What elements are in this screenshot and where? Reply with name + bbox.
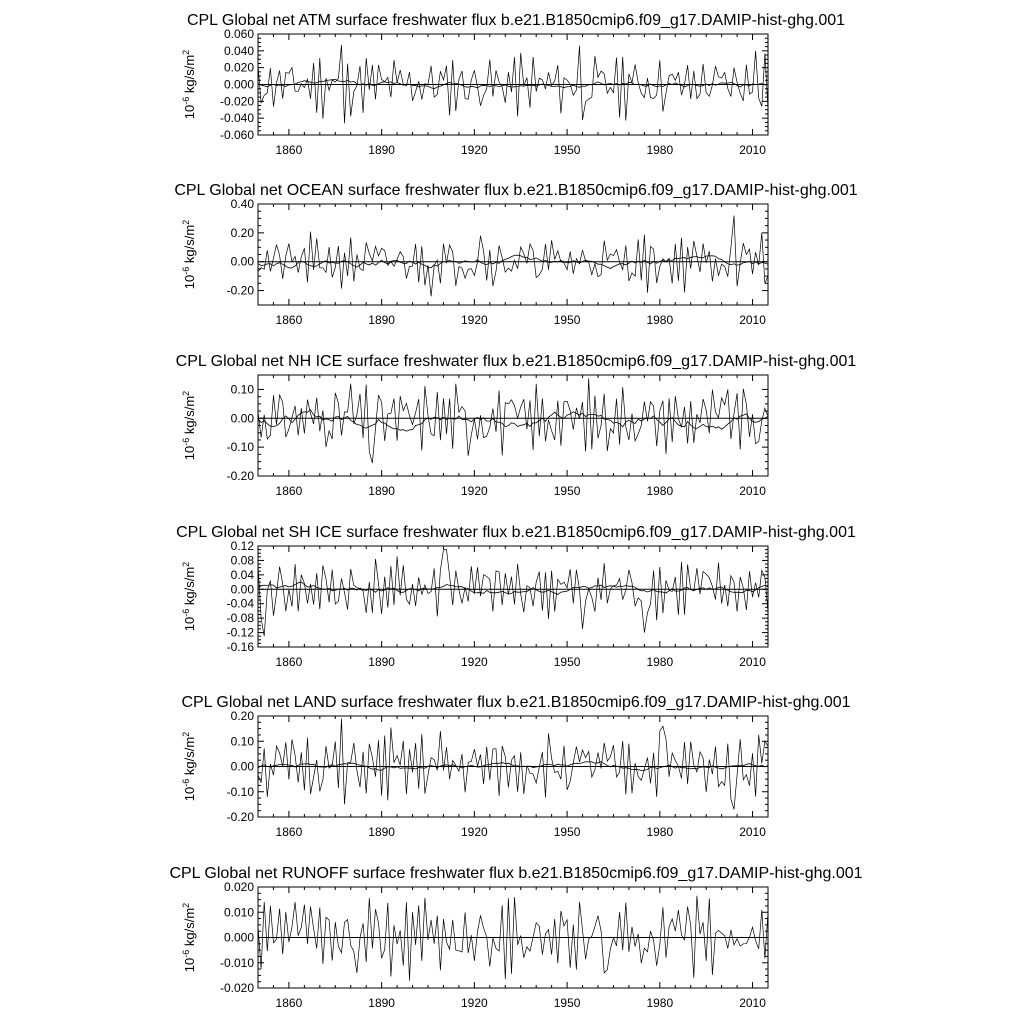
y-axis-label-base: 10	[182, 445, 197, 461]
y-tick-label: 0.010	[223, 905, 254, 920]
x-tick-label: 2010	[739, 825, 766, 839]
y-tick-label: 0.10	[230, 382, 254, 397]
y-tick-label: 0.10	[230, 734, 254, 749]
y-tick-label: 0.020	[223, 60, 254, 75]
y-tick-label: -0.20	[226, 469, 254, 483]
y-axis-label-unit-exponent: 2	[181, 49, 191, 55]
y-tick-label: -0.20	[226, 283, 254, 298]
y-tick-label: -0.040	[219, 111, 254, 126]
x-tick-label: 1890	[368, 143, 395, 157]
chart-panel	[174, 182, 857, 327]
series-annual-line	[258, 378, 768, 463]
y-axis-label-base: 10	[182, 104, 197, 120]
x-tick-label: 1980	[646, 143, 674, 157]
y-tick-label: 0.08	[230, 553, 254, 568]
y-tick-label: 0.000	[223, 77, 254, 92]
y-tick-label: 0.00	[230, 759, 254, 774]
x-tick-label: 1920	[461, 655, 488, 669]
y-axis-label-unit: kg/s/m	[182, 395, 197, 438]
x-tick-label: 1950	[553, 143, 581, 157]
x-tick-label: 1950	[553, 996, 581, 1010]
x-tick-label: 1980	[646, 655, 674, 669]
chart-panel	[181, 12, 845, 157]
plot-frame	[258, 204, 768, 305]
series-annual-line	[258, 719, 768, 810]
x-tick-label: 1920	[461, 484, 488, 498]
y-axis-label-unit-exponent: 2	[181, 902, 191, 908]
y-tick-label: -0.16	[226, 640, 254, 654]
y-tick-label: -0.10	[226, 784, 254, 799]
y-axis-label-base: 10	[182, 616, 197, 632]
y-axis-label-unit-exponent: 2	[181, 390, 191, 396]
chart-title: CPL Global net NH ICE surface freshwater flux b.e21.B1850cmip6.f09_g17.DAMIP-hist-ghg.001	[175, 353, 857, 370]
y-axis-label-unit: kg/s/m	[182, 736, 197, 779]
y-axis-label-base: 10	[182, 274, 197, 290]
x-tick-label: 2010	[739, 143, 766, 157]
x-tick-label: 1890	[368, 655, 395, 669]
x-tick-label: 1950	[553, 484, 581, 498]
y-tick-label: 0.000	[223, 930, 254, 945]
chart-title: CPL Global net ATM surface freshwater flux b.e21.B1850cmip6.f09_g17.DAMIP-hist-ghg.001	[186, 12, 846, 29]
y-axis-label-unit: kg/s/m	[182, 566, 197, 609]
y-axis-label-base: 10	[182, 786, 197, 802]
y-tick-label: -0.020	[219, 94, 254, 109]
x-tick-label: 1920	[461, 996, 488, 1010]
chart-panel	[176, 524, 856, 669]
y-tick-label: 0.40	[230, 197, 254, 211]
y-tick-label: -0.010	[219, 955, 254, 970]
y-axis-label-base: 10	[182, 957, 197, 973]
y-tick-label: 0.020	[223, 880, 254, 894]
x-tick-label: 2010	[739, 313, 766, 327]
x-tick-label: 1860	[275, 313, 303, 327]
x-tick-label: 1920	[461, 143, 488, 157]
y-axis-label-exponent: -6	[181, 437, 191, 446]
y-axis-label-unit-exponent: 2	[181, 731, 191, 737]
y-axis-label	[181, 391, 197, 460]
y-axis-label-unit: kg/s/m	[182, 224, 197, 267]
y-axis-label-exponent: -6	[181, 96, 191, 105]
y-axis-label-unit-exponent: 2	[181, 561, 191, 567]
y-axis-label-exponent: -6	[181, 949, 191, 958]
y-tick-label: -0.20	[226, 810, 254, 824]
y-axis-label	[181, 220, 197, 289]
y-axis-label-unit-exponent: 2	[181, 219, 191, 225]
y-axis-label-unit: kg/s/m	[182, 907, 197, 950]
x-tick-label: 1950	[553, 825, 581, 839]
chart-title: CPL Global net LAND surface freshwater flux b.e21.B1850cmip6.f09_g17.DAMIP-hist-ghg.001	[181, 694, 851, 711]
x-tick-label: 1920	[461, 313, 488, 327]
y-tick-label: -0.020	[219, 981, 254, 995]
y-tick-label: 0.00	[230, 582, 254, 597]
x-tick-label: 1980	[646, 313, 674, 327]
x-tick-label: 1920	[461, 825, 488, 839]
x-tick-label: 1950	[553, 655, 581, 669]
x-tick-label: 1860	[275, 484, 303, 498]
x-tick-label: 1890	[368, 825, 395, 839]
x-tick-label: 1980	[646, 825, 674, 839]
y-tick-label: -0.12	[226, 625, 254, 640]
y-axis-label	[181, 50, 197, 119]
y-tick-label: 0.04	[230, 567, 254, 582]
x-tick-label: 1980	[646, 996, 674, 1010]
chart-title: CPL Global net OCEAN surface freshwater flux b.e21.B1850cmip6.f09_g17.DAMIP-hist-ghg.001	[174, 182, 858, 199]
y-axis-label	[181, 562, 197, 631]
y-axis-label-exponent: -6	[181, 266, 191, 275]
chart-title: CPL Global net RUNOFF surface freshwater flux b.e21.B1850cmip6.f09_g17.DAMIP-hist-ghg.001	[169, 865, 863, 882]
y-tick-label: -0.04	[226, 596, 254, 611]
y-axis-label	[181, 732, 197, 801]
chart-title: CPL Global net SH ICE surface freshwater flux b.e21.B1850cmip6.f09_g17.DAMIP-hist-ghg.001	[176, 524, 856, 541]
chart-panel	[176, 353, 857, 498]
x-tick-label: 1860	[275, 143, 303, 157]
x-tick-label: 1980	[646, 484, 674, 498]
x-tick-label: 1950	[553, 313, 581, 327]
chart-panel	[181, 694, 851, 839]
x-tick-label: 2010	[739, 996, 766, 1010]
x-tick-label: 2010	[739, 655, 766, 669]
x-tick-label: 1890	[368, 484, 395, 498]
x-tick-label: 1890	[368, 996, 395, 1010]
x-tick-label: 1860	[275, 655, 303, 669]
chart-panel	[169, 865, 862, 1010]
y-tick-label: 0.040	[223, 43, 254, 58]
y-tick-label: -0.060	[219, 128, 254, 142]
x-tick-label: 1860	[275, 996, 303, 1010]
y-axis-label-unit: kg/s/m	[182, 54, 197, 97]
y-axis-label-exponent: -6	[181, 778, 191, 787]
series-annual-line	[258, 896, 768, 981]
y-tick-label: 0.060	[223, 27, 254, 41]
y-axis-label	[181, 903, 197, 972]
y-tick-label: 0.20	[230, 709, 254, 723]
x-tick-label: 1860	[275, 825, 303, 839]
y-tick-label: -0.08	[226, 611, 254, 626]
x-tick-label: 1890	[368, 313, 395, 327]
x-tick-label: 2010	[739, 484, 766, 498]
y-tick-label: 0.12	[230, 539, 254, 553]
y-tick-label: 0.20	[230, 225, 254, 240]
y-tick-label: -0.10	[226, 440, 254, 455]
y-tick-label: 0.00	[230, 254, 254, 269]
y-tick-label: 0.00	[230, 411, 254, 426]
y-axis-label-exponent: -6	[181, 608, 191, 617]
